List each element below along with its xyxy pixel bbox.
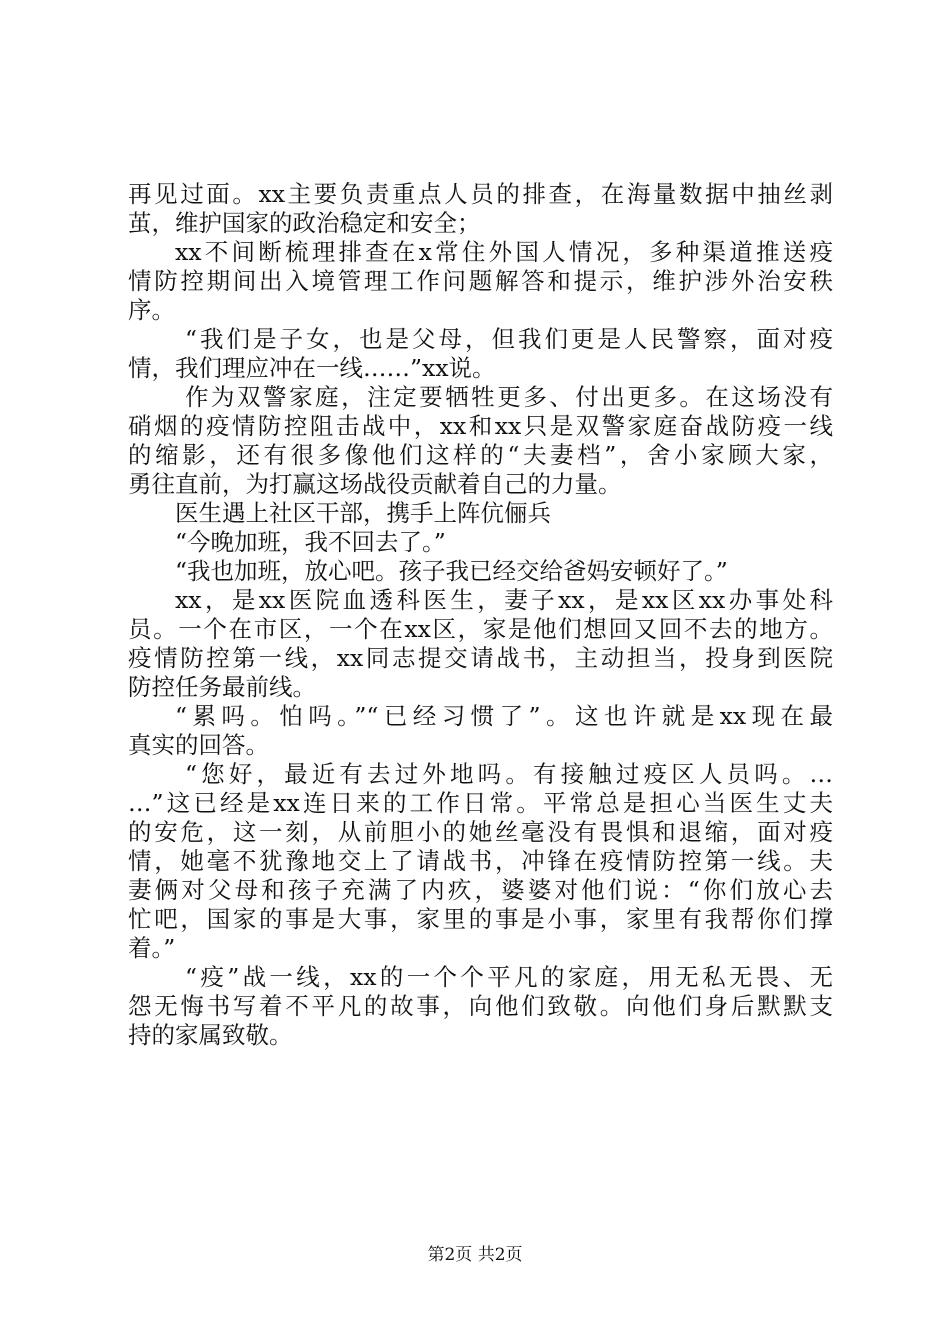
text-line: 怨无悔书写着不平凡的故事，向他们致敬。向他们身后默默支 [128, 992, 833, 1020]
text-line: 作为双警家庭，注定要牺牲更多、付出更多。在这场没有 [185, 383, 833, 411]
text-line: xx，是xx医院血透科医生，妻子xx，是xx区xx办事处科 [175, 586, 833, 614]
body-text [128, 180, 833, 1050]
text-line: 的缩影，还有很多像他们这样的“夫妻档”，舍小家顾大家， [128, 441, 833, 469]
text-line: “累吗。怕吗。”“已经习惯了”。这也许就是xx现在最 [175, 702, 833, 730]
text-line: 疫情防控第一线，xx同志提交请战书，主动担当，投身到医院 [128, 644, 833, 672]
text-line: “疫”战一线，xx的一个个平凡的家庭，用无私无畏、无 [185, 963, 833, 991]
text-line: 情防控期间出入境管理工作问题解答和提示，维护涉外治安秩 [128, 267, 833, 295]
text-line: 的安危，这一刻，从前胆小的她丝毫没有畏惧和退缩，面对疫 [128, 818, 833, 846]
text-line: 情，我们理应冲在一线……”xx说。 [128, 354, 496, 382]
text-line: “您好，最近有去过外地吗。有接触过疫区人员吗。… [185, 760, 833, 788]
text-line: 持的家属致敬。 [128, 1021, 293, 1049]
text-line: 防控任务最前线。 [128, 673, 316, 701]
page-footer: 第2页 共2页 [427, 1245, 523, 1265]
text-line: 妻俩对父母和孩子充满了内疚，婆婆对他们说：“你们放心去 [128, 876, 833, 904]
text-line: xx不间断梳理排查在x常住外国人情况，多种渠道推送疫 [175, 238, 833, 266]
text-line: 真实的回答。 [128, 731, 269, 759]
text-line: 情，她毫不犹豫地交上了请战书，冲锋在疫情防控第一线。夫 [128, 847, 833, 875]
text-line: 茧，维护国家的政治稳定和安全； [128, 209, 481, 237]
text-line: …”这已经是xx连日来的工作日常。平常总是担心当医生丈夫 [128, 789, 833, 817]
text-line: 序。 [128, 296, 175, 324]
text-line: 医生遇上社区干部，携手上阵伉俪兵 [175, 499, 551, 527]
text-line: 员。一个在市区，一个在xx区，家是他们想回又回不去的地方。 [128, 615, 833, 643]
text-line: 勇往直前，为打赢这场战役贡献着自己的力量。 [128, 470, 622, 498]
text-line: 忙吧，国家的事是大事，家里的事是小事，家里有我帮你们撑 [128, 905, 833, 933]
text-line: “我也加班，放心吧。孩子我已经交给爸妈安顿好了。” [175, 557, 728, 585]
text-line: 硝烟的疫情防控阻击战中，xx和xx只是双警家庭奋战防疫一线 [128, 412, 833, 440]
text-line: 着。” [128, 934, 176, 962]
text-line: “我们是子女，也是父母，但我们更是人民警察，面对疫 [185, 325, 833, 353]
text-line: “今晚加班，我不回去了。” [175, 528, 446, 556]
text-line: 再见过面。xx主要负责重点人员的排查，在海量数据中抽丝剥 [128, 180, 833, 208]
